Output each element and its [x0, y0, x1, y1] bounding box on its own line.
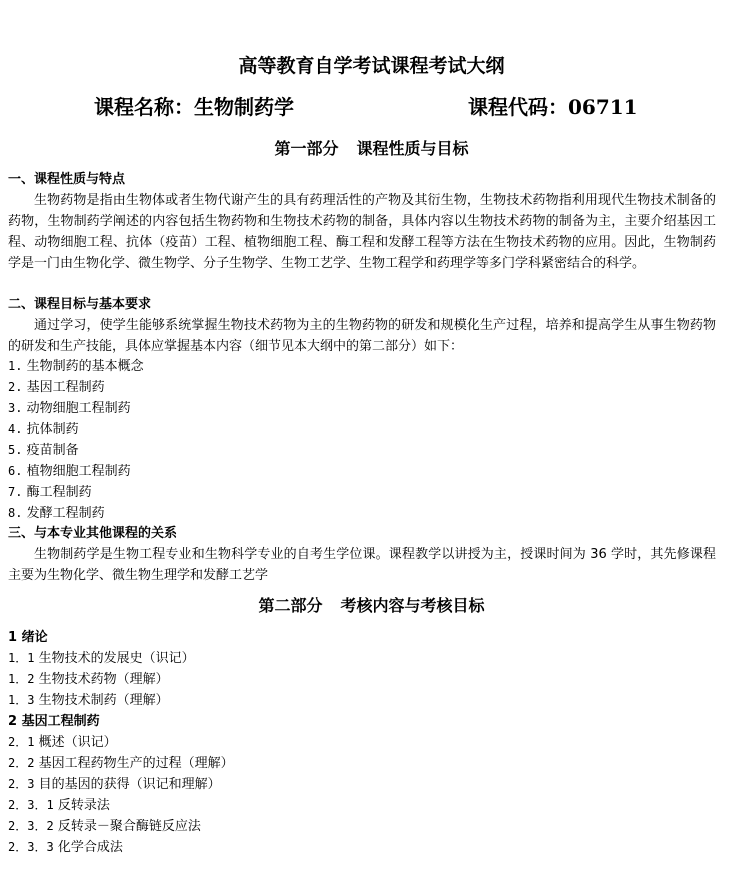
list-item: 1．3 生物技术制药（理解） [8, 693, 169, 708]
part1-title-text: 课程性质与目标 [356, 139, 469, 158]
list-item: 7. 酶工程制药 [8, 485, 92, 500]
goals-list [8, 356, 144, 524]
section-heading-goals: 二、课程目标与基本要求 [8, 297, 152, 312]
list-item: 2．1 概述（识记） [8, 735, 117, 750]
list-item: 1．1 生物技术的发展史（识记） [8, 651, 195, 666]
section-text-relations: 生物制药学是生物工程专业和生物科学专业的自考生学位课。课程教学以讲授为主，授课时间为 36 学时，其先修课程主要为生物化学、微生物生理学和发酵工艺学 [8, 547, 716, 583]
chapter-heading: 2 基因工程制药 [8, 714, 100, 729]
list-item: 1．2 生物技术药物（理解） [8, 672, 169, 687]
section-text-nature: 生物药物是指由生物体或者生物代谢产生的具有药理活性的产物及其衍生物，生物技术药物指利用现代生物技术制备的药物，生物制药学阐述的内容包括生物药物和生物技术药物的制备，具体内容以生物技术药物的制备为主，主要介绍基因工程、动物细胞工程、抗体（疫苗）工程、植物细胞工程、酶工程和发酵工程等方法在生物技术药物的应用。因此，生物制药学是一门由生物化学、微生物学、分子生物学、生物工艺学、生物工程学和药理学等多门学科紧密结合的科学。 [8, 193, 716, 271]
list-item: 2．2 基因工程药物生产的过程（理解） [8, 756, 234, 771]
section-heading-relations: 三、与本专业其他课程的关系 [8, 526, 178, 541]
list-item: 2．3．3 化学合成法 [8, 840, 123, 855]
list-item: 2．3 目的基因的获得（识记和理解） [8, 777, 221, 792]
part1-title [0, 138, 743, 160]
part2-title-number: 第二部分 [258, 596, 323, 615]
list-item: 2. 基因工程制药 [8, 380, 105, 395]
list-item: 4. 抗体制药 [8, 422, 79, 437]
list-item: 2．3．2 反转录－聚合酶链反应法 [8, 819, 201, 834]
course-code: 课程代码：06711 [468, 95, 638, 119]
part2-title-text: 考核内容与考核目标 [340, 596, 485, 615]
document-title: 高等教育自学考试课程考试大纲 [238, 55, 505, 77]
list-item: 6. 植物细胞工程制药 [8, 464, 131, 479]
chapter-heading: 1 绪论 [8, 630, 48, 645]
list-item: 2．3．1 反转录法 [8, 798, 110, 813]
section-text-goals: 通过学习，使学生能够系统掌握生物技术药物为主的生物药物的研发和规模化生产过程，培养和提高学生从事生物药物的研发和生产技能，具体应掌握基本内容（细节见本大纲中的第二部分）如下： [8, 318, 716, 354]
part2-title [0, 595, 743, 617]
list-item: 5. 疫苗制备 [8, 443, 79, 458]
course-name: 课程名称：生物制药学 [94, 95, 294, 119]
exam-content-list [8, 627, 234, 858]
part1-title-number: 第一部分 [274, 139, 339, 158]
list-item: 8. 发酵工程制药 [8, 506, 105, 521]
section-heading-nature: 一、课程性质与特点 [8, 172, 126, 187]
list-item: 3. 动物细胞工程制药 [8, 401, 131, 416]
list-item: 1. 生物制药的基本概念 [8, 359, 144, 374]
